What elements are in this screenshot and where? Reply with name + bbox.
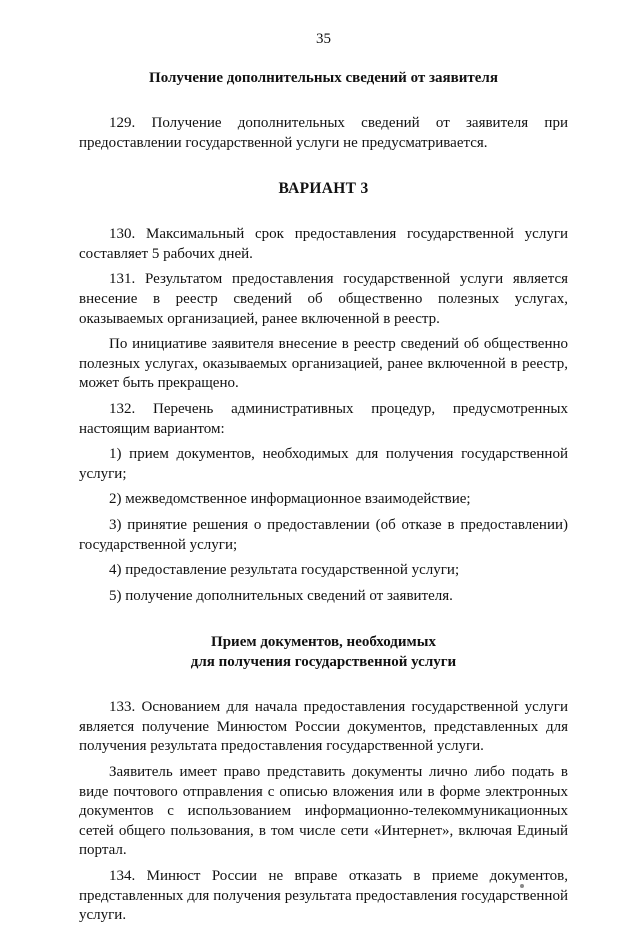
list-item: 1) прием документов, необходимых для получения государственной услуги; (79, 446, 568, 482)
list-item: 2) межведомственное информационное взаимодействие; (109, 491, 471, 508)
list-item: 5) получение дополнительных сведений от заявителя. (109, 587, 453, 604)
section-heading-document-intake-line2: для получения государственной услуги (190, 654, 457, 671)
paragraph-131: 131. Результатом предоставления государственной услуги является внесение в реестр сведений об общественно полезных услугах, оказываемых организацией, ранее включенной в реестр. (79, 271, 568, 327)
section-heading-document-intake-line1: Прием документов, необходимых (211, 634, 436, 651)
section-heading-additional-info: Получение дополнительных сведений от заявителя (149, 70, 498, 86)
page-number: 35 (316, 31, 331, 47)
scan-artifact-dot (520, 884, 524, 888)
paragraph-129: 129. Получение дополнительных сведений от заявителя при предоставлении государственной услуги не предусматривается. (79, 115, 568, 151)
paragraph-134: 134. Минюст России не вправе отказать в приеме документов, представленных для получения результата предоставления государственной услуги. (79, 868, 568, 924)
paragraph-130: 130. Максимальный срок предоставления государственной услуги составляет 5 рабочих дней. (79, 226, 568, 262)
paragraph-133-continued: Заявитель имеет право представить документы лично либо подать в виде почтового отправления с описью вложения или в форме электронных документов с использованием информационно-телекоммуникационных сетей общего пользования, в том числе сети «Интернет», включая Единый портал. (79, 764, 568, 859)
paragraph-131-continued: По инициативе заявителя внесение в реестр сведений об общественно полезных услугах, оказываемых организацией, ранее включенной в реестр, может быть прекращено. (79, 336, 568, 392)
paragraph-133: 133. Основанием для начала предоставления государственной услуги является получение Минюстом России документов, представленных для получения результата предоставления государственной услуги. (79, 699, 568, 755)
list-item: 3) принятие решения о предоставлении (об отказе в предоставлении) государственной услуги; (79, 516, 568, 553)
list-item: 4) предоставление результата государственной услуги; (109, 562, 460, 579)
paragraph-132: 132. Перечень административных процедур, предусмотренных настоящим вариантом: (79, 400, 568, 437)
variant-heading: ВАРИАНТ 3 (278, 180, 369, 198)
